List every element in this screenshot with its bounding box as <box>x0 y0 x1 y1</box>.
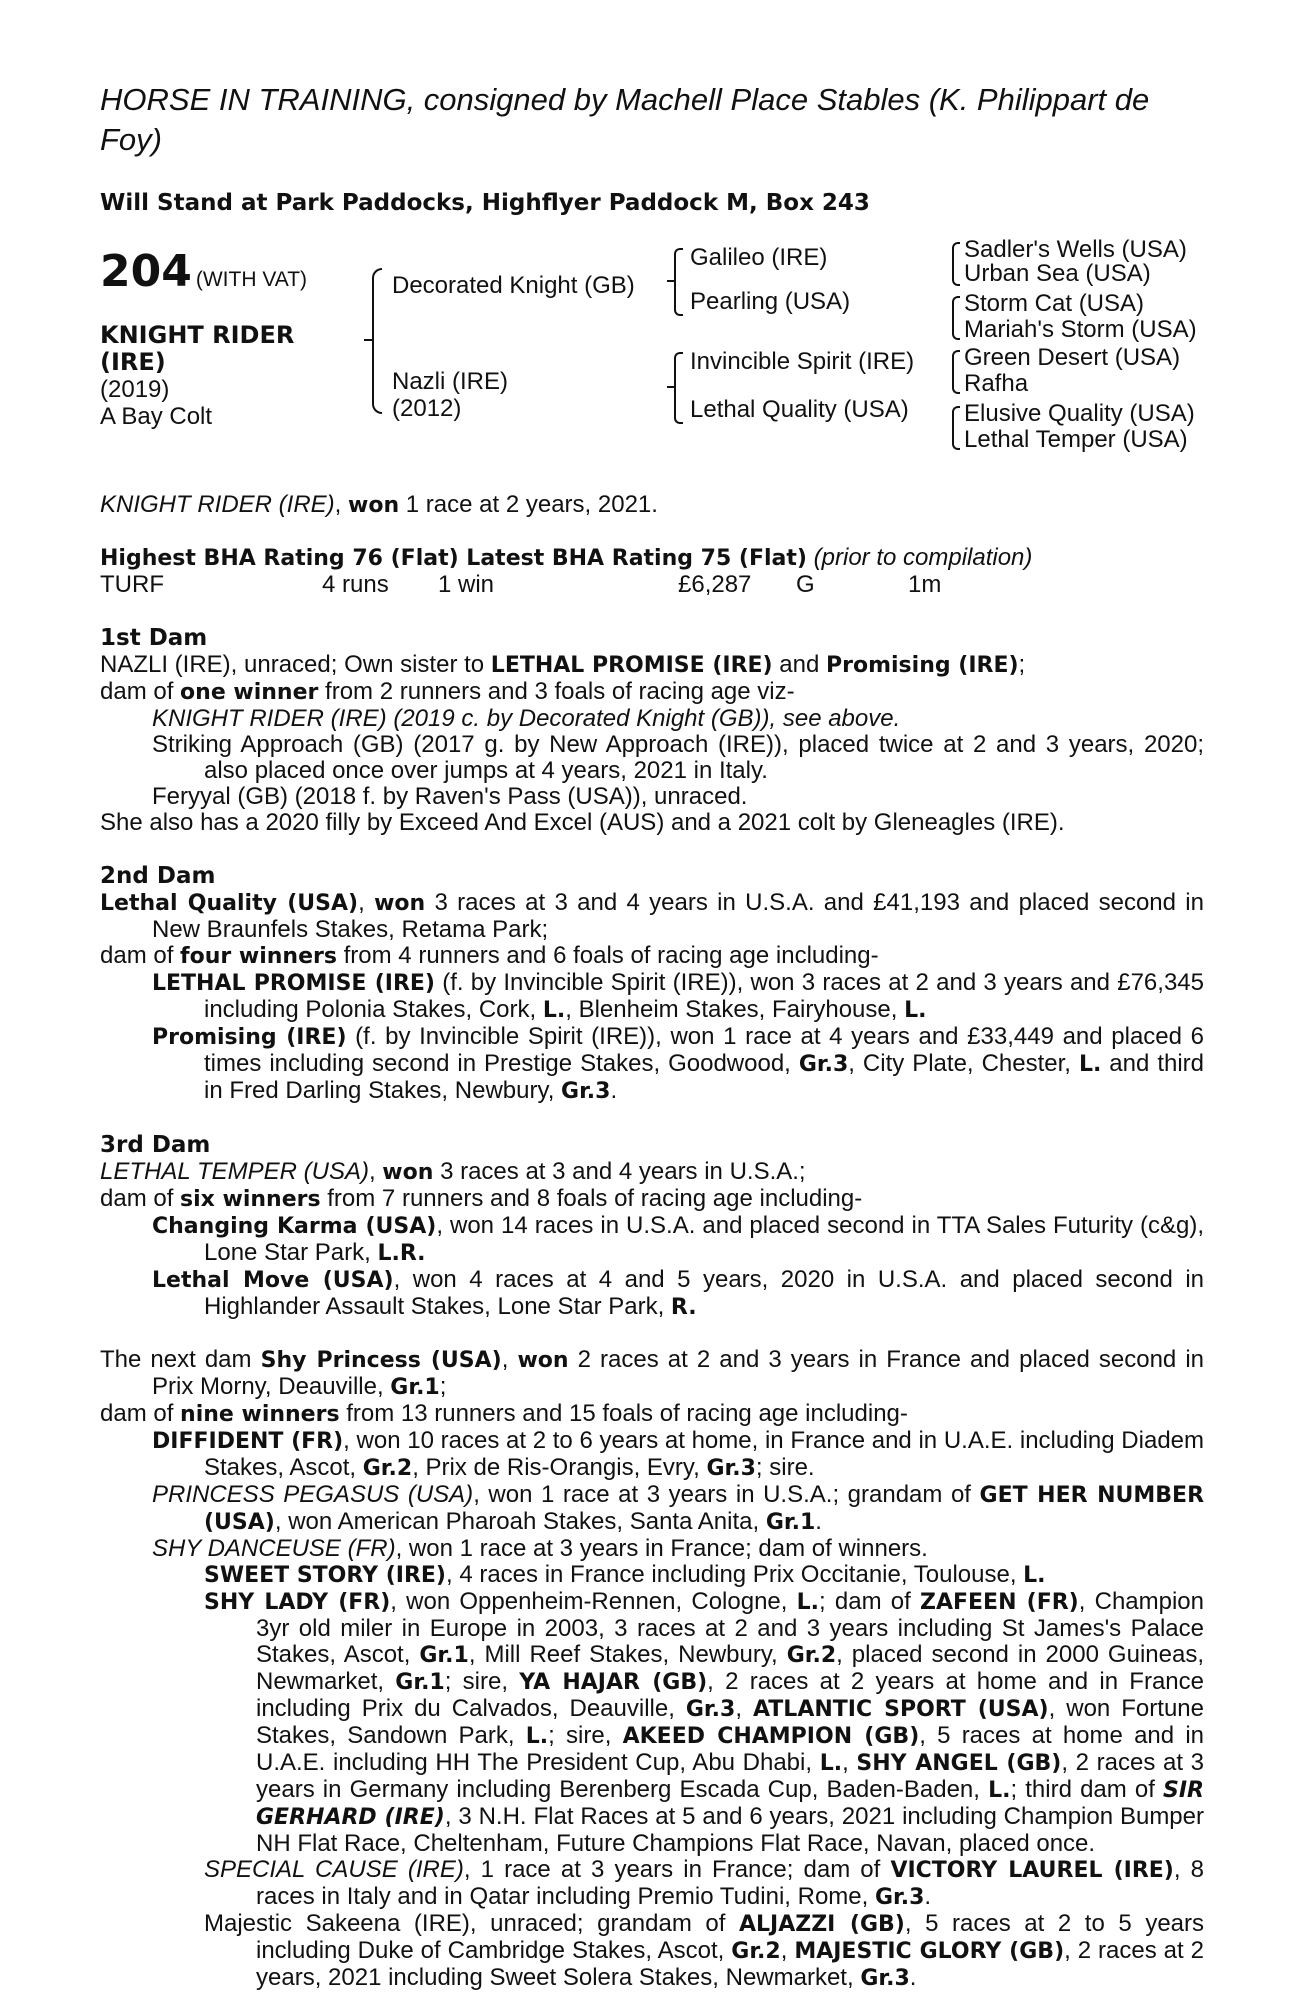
second-dam-foal <box>100 1024 1204 1105</box>
summary-text: 1 race at 2 years, 2021. <box>399 491 658 518</box>
pedigree-block <box>100 236 1204 470</box>
text-run: L. <box>525 1724 549 1749</box>
bracket-tick <box>667 386 675 388</box>
text-run: and <box>772 651 826 678</box>
text-run: ZAFEEN (FR) <box>920 1590 1079 1615</box>
gg-bracket <box>952 242 960 286</box>
text-run: Gr.3 <box>561 1079 611 1104</box>
gg-bracket <box>952 350 960 394</box>
text-run: L. <box>904 998 927 1023</box>
next-dam-foal <box>100 1911 1204 1992</box>
text-run: , won American Pharoah Stakes, Santa Anita, <box>274 1508 766 1535</box>
text-run: one winner <box>180 680 319 705</box>
text-run: 3 races at 3 and 4 years in U.S.A. and £41,193 and placed second in New Braunfels Stakes, Retama Park; <box>152 889 1204 943</box>
text-run: Gr.2 <box>731 1939 781 1964</box>
next-dam-line <box>100 1347 1204 1401</box>
text-run: VICTORY LAUREL (IRE) <box>890 1858 1174 1883</box>
text-run: , 2 races at 2 years at home and in France including Prix du Calvados, Deauville, <box>256 1668 1204 1722</box>
text-run: , 5 races at home and in U.A.E. including HH The President Cup, Abu Dhabi, <box>256 1722 1205 1776</box>
sire-sire: Galileo (IRE) <box>690 244 828 271</box>
next-dam-foal <box>100 1428 1204 1482</box>
text-run: , Mill Reef Stakes, Newbury, <box>468 1641 787 1668</box>
text-run: ; sire, <box>444 1668 520 1695</box>
record-going: G <box>796 571 815 598</box>
page-title: HORSE IN TRAINING, consigned by Machell Place Stables (K. Philippart de Foy) <box>100 82 1150 157</box>
text-run: dam of <box>100 1400 181 1427</box>
text-run: LETHAL PROMISE (IRE) <box>490 653 773 678</box>
text-run: , 2 races at 2 years, 2021 including Sweet Solera Stakes, Newmarket, <box>256 1937 1204 1991</box>
text-run: . <box>909 1964 917 1991</box>
horse-year: (2019) <box>100 376 170 403</box>
text-run: L. <box>796 1590 820 1615</box>
text-run: dam of <box>100 678 181 705</box>
text-run: , Prix de Ris-Orangis, Evry, <box>412 1454 707 1481</box>
text-run: Gr.3 <box>798 1052 849 1077</box>
text-run: won <box>517 1348 569 1373</box>
text-run: ; <box>439 1373 447 1400</box>
text-run: SIR GERHARD (IRE) <box>256 1778 1205 1830</box>
dd-sire: Elusive Quality (USA) <box>964 400 1195 427</box>
third-dam-heading: 3rd Dam <box>100 1132 211 1158</box>
text-run: Gr.2 <box>786 1643 837 1668</box>
text-run: L. <box>1078 1052 1102 1077</box>
horse-description: A Bay Colt <box>100 403 213 430</box>
text-run: , won 1 race at 3 years in U.S.A.; grandam of <box>473 1481 980 1508</box>
next-dam-foal <box>100 1482 1204 1536</box>
race-record-row <box>100 572 1204 598</box>
first-dam-heading: 1st Dam <box>100 625 208 651</box>
text-run: , 2 races at 3 years in Germany including Berenberg Escada Cup, Baden-Baden, <box>256 1749 1205 1803</box>
text-run: Changing Karma (USA) <box>152 1214 437 1239</box>
text-run: , 3 N.H. Flat Races at 5 and 6 years, 2021 including Champion Bumper NH Flat Race, Cheltenham, Future Champions Flat Race, Navan, placed once. <box>256 1803 1204 1857</box>
text-run: and third in Fred Darling Stakes, Newbury, <box>204 1050 1205 1104</box>
third-dam-section <box>100 1131 1204 1321</box>
horse-name-line2: (IRE) <box>100 348 166 376</box>
sd-sire: Storm Cat (USA) <box>964 290 1145 317</box>
dam-year: (2012) <box>392 395 462 422</box>
record-wins: 1 win <box>438 571 495 598</box>
text-run: four winners <box>180 944 337 969</box>
gg-bracket <box>952 296 960 340</box>
text-run: R. <box>670 1295 697 1320</box>
horse-info <box>100 322 294 430</box>
text-run: Gr.1 <box>419 1643 469 1668</box>
sire-bracket <box>674 248 683 316</box>
text-run: from 7 runners and 8 foals of racing age including- <box>320 1185 863 1212</box>
stand-location: Will Stand at Park Paddocks, Highflyer Paddock M, Box 243 <box>100 190 870 216</box>
text-run: six winners <box>180 1187 321 1212</box>
second-dam-line <box>100 890 1204 943</box>
text-run: SWEET STORY (IRE) <box>204 1563 446 1588</box>
first-dam-foal: Feryyal (GB) (2018 f. by Raven's Pass (USA)), unraced. <box>152 783 748 810</box>
text-run: Lethal Move (USA) <box>152 1268 394 1293</box>
text-run: ALJAZZI (GB) <box>739 1912 905 1937</box>
bracket-tick <box>667 280 675 282</box>
text-run: AKEED CHAMPION (GB) <box>622 1724 920 1749</box>
dam-dam: Lethal Quality (USA) <box>690 396 909 423</box>
third-dam-line <box>100 1186 1204 1213</box>
text-run: LETHAL PROMISE (IRE) <box>152 971 435 996</box>
text-run: Promising (IRE) <box>826 653 1019 678</box>
bracket-tick <box>364 339 372 341</box>
first-dam-line <box>100 679 1204 706</box>
text-run: PRINCESS PEGASUS (USA) <box>152 1481 474 1508</box>
text-run: , 5 races at 2 to 5 years including Duke of Cambridge Stakes, Ascot, <box>256 1910 1205 1964</box>
text-run: L.R. <box>377 1241 426 1266</box>
text-run: , won 1 race at 3 years in France; dam of winners. <box>395 1535 928 1562</box>
text-run: ; dam of <box>819 1588 920 1615</box>
text-run: Gr.1 <box>395 1670 445 1695</box>
text-run: . <box>610 1077 618 1104</box>
horse-name-line1: KNIGHT RIDER <box>100 321 295 349</box>
ss-dam: Urban Sea (USA) <box>964 260 1151 287</box>
third-dam-foal <box>100 1213 1204 1267</box>
lot-number-block <box>100 246 307 297</box>
summary-horse-name: KNIGHT RIDER (IRE) <box>100 491 335 518</box>
text-run: YA HAJAR (GB) <box>519 1670 708 1695</box>
text-run: , <box>501 1346 518 1373</box>
text-run: 3 races at 3 and 4 years in U.S.A.; <box>433 1158 806 1185</box>
next-dam-section <box>100 1347 1204 1992</box>
race-summary: KNIGHT RIDER (IRE), won 1 race at 2 years, 2021. <box>100 491 658 518</box>
ss-sire: Sadler's Wells (USA) <box>964 236 1187 263</box>
text-run: won <box>374 891 426 916</box>
text-run: Gr.3 <box>706 1456 756 1481</box>
text-run: , Champion 3yr old miler in Europe in 2003, 3 races at 2 and 3 years including St James's Palace Stakes, Ascot, <box>256 1588 1205 1668</box>
text-run: L. <box>542 998 566 1023</box>
text-run: , City Plate, Chester, <box>848 1050 1079 1077</box>
third-dam-line <box>100 1159 1204 1186</box>
text-run: ATLANTIC SPORT (USA) <box>752 1697 1049 1722</box>
sire-dam: Pearling (USA) <box>690 288 851 315</box>
text-run: Gr.3 <box>860 1966 910 1991</box>
text-run: , won Fortune Stakes, Sandown Park, <box>256 1695 1204 1749</box>
text-run: SHY DANCEUSE (FR) <box>152 1535 396 1562</box>
sd-dam: Mariah's Storm (USA) <box>964 316 1197 343</box>
first-dam-foal: KNIGHT RIDER (IRE) (2019 c. by Decorated Knight (GB)), see above. <box>152 705 901 732</box>
text-run: The next dam <box>100 1346 261 1373</box>
text-run: , won 14 races in U.S.A. and placed second in TTA Sales Futurity (c&g), Lone Star Park, <box>204 1212 1204 1266</box>
summary-won: won <box>348 493 400 518</box>
text-run: , 8 races in Italy and in Qatar including Premio Tudini, Rome, <box>256 1856 1204 1910</box>
text-run: Gr.1 <box>765 1510 816 1535</box>
text-run: , 1 race at 3 years in France; dam of <box>463 1856 891 1883</box>
text-run: , <box>780 1937 795 1964</box>
next-dam-foal <box>100 1536 1204 1562</box>
second-dam-foal <box>100 970 1204 1024</box>
next-dam-line <box>100 1401 1204 1428</box>
first-dam-line <box>100 652 1204 679</box>
text-run: Majestic Sakeena (IRE), unraced; grandam of <box>204 1910 740 1937</box>
next-dam-foal <box>100 1562 1204 1589</box>
text-run: (f. by Invincible Spirit (IRE)), won 1 race at 4 years and £33,449 and placed 6 times including second in Prestige Stakes, Goodwood, <box>204 1023 1204 1077</box>
record-runs: 4 runs <box>322 571 389 598</box>
text-run: SPECIAL CAUSE (IRE) <box>204 1856 464 1883</box>
text-run: nine winners <box>180 1402 340 1427</box>
text-run: L. <box>988 1778 1011 1803</box>
text-run: , won 4 races at 4 and 5 years, 2020 in U.S.A. and placed second in Highlander Assault Stakes, Lone Star Park, <box>204 1266 1204 1320</box>
parents-bracket <box>372 268 382 414</box>
text-run: Lethal Quality (USA) <box>100 891 359 916</box>
third-dam-foal <box>100 1267 1204 1321</box>
next-dam-foal <box>100 1589 1204 1857</box>
sire: Decorated Knight (GB) <box>392 272 635 299</box>
text-run: , 4 races in France including Prix Occitanie, Toulouse, <box>445 1561 1024 1588</box>
text-run: dam of <box>100 942 181 969</box>
first-dam-section <box>100 624 1204 836</box>
text-run: , <box>358 889 375 916</box>
text-run: . <box>924 1883 932 1910</box>
text-run: LETHAL TEMPER (USA) <box>100 1158 369 1185</box>
text-run: . <box>815 1508 822 1535</box>
text-run: ; <box>1018 651 1026 678</box>
text-run: SHY LADY (FR) <box>204 1590 391 1615</box>
text-run: Gr.2 <box>362 1456 413 1481</box>
text-run: , <box>842 1749 857 1776</box>
text-run: , Blenheim Stakes, Fairyhouse, <box>565 996 905 1023</box>
dd-dam: Lethal Temper (USA) <box>964 426 1188 453</box>
gg-bracket <box>952 406 960 450</box>
second-dam-heading: 2nd Dam <box>100 863 216 889</box>
dam-bracket <box>674 352 683 424</box>
text-run: L. <box>1023 1563 1046 1588</box>
rating-block <box>100 545 1204 598</box>
second-dam-line <box>100 943 1204 970</box>
text-run: DIFFIDENT (FR) <box>152 1429 344 1454</box>
text-run: SHY ANGEL (GB) <box>856 1751 1062 1776</box>
text-run: , <box>735 1695 753 1722</box>
lot-number: 204 <box>100 246 192 297</box>
dam: Nazli (IRE) <box>392 368 509 395</box>
text-run: , placed second in 2000 Guineas, Newmarket, <box>256 1641 1204 1695</box>
next-dam-foal <box>100 1857 1204 1911</box>
record-prize: £6,287 <box>678 571 752 598</box>
text-run: NAZLI (IRE), unraced; Own sister to <box>100 651 491 678</box>
text-run: , <box>368 1158 383 1185</box>
text-run: ; third dam of <box>1010 1776 1164 1803</box>
text-run: ; sire, <box>548 1722 623 1749</box>
text-run: Gr.1 <box>390 1375 440 1400</box>
text-run: Gr.3 <box>685 1697 736 1722</box>
record-distance: 1m <box>908 571 942 598</box>
text-run: , won 10 races at 2 to 6 years at home, in France and in U.A.E. including Diadem Stakes, Ascot, <box>204 1427 1205 1481</box>
text-run: Gr.3 <box>874 1885 925 1910</box>
ds-sire: Green Desert (USA) <box>964 344 1181 371</box>
text-run: Promising (IRE) <box>152 1025 347 1050</box>
text-run: GET HER NUMBER (USA) <box>204 1483 1205 1535</box>
text-run: 2 races at 2 and 3 years in France and placed second in Prix Morny, Deauville, <box>152 1346 1205 1400</box>
first-dam-note: She also has a 2020 filly by Exceed And Excel (AUS) and a 2021 colt by Gleneagles (IRE). <box>100 809 1065 836</box>
text-run: won <box>382 1160 434 1185</box>
vat-note: (WITH VAT) <box>195 268 308 291</box>
catalogue-page <box>100 80 1204 1992</box>
text-run: L. <box>819 1751 843 1776</box>
bha-rating: Highest BHA Rating 76 (Flat) Latest BHA Rating 75 (Flat) <box>100 546 807 571</box>
dam-sire: Invincible Spirit (IRE) <box>690 348 915 375</box>
first-dam-foal: Striking Approach (GB) (2017 g. by New Approach (IRE)), placed twice at 2 and 3 years, 2020; also placed once over jumps at 4 years, 2021 in Italy. <box>152 731 1204 784</box>
text-run: dam of <box>100 1185 181 1212</box>
text-run: from 4 runners and 6 foals of racing age including- <box>336 942 879 969</box>
text-run: ; sire. <box>755 1454 815 1481</box>
second-dam-section <box>100 862 1204 1105</box>
text-run: (f. by Invincible Spirit (IRE)), won 3 races at 2 and 3 years and £76,345 including Polonia Stakes, Cork, <box>204 969 1204 1023</box>
text-run: , won Oppenheim-Rennen, Cologne, <box>390 1588 797 1615</box>
rating-note: (prior to compilation) <box>813 544 1033 571</box>
text-run: Shy Princess (USA) <box>260 1348 502 1373</box>
record-surface: TURF <box>100 571 164 598</box>
ds-dam: Rafha <box>964 370 1029 397</box>
text-run: from 2 runners and 3 foals of racing age viz- <box>318 678 795 705</box>
text-run: MAJESTIC GLORY (GB) <box>794 1939 1065 1964</box>
text-run: from 13 runners and 15 foals of racing age including- <box>339 1400 908 1427</box>
